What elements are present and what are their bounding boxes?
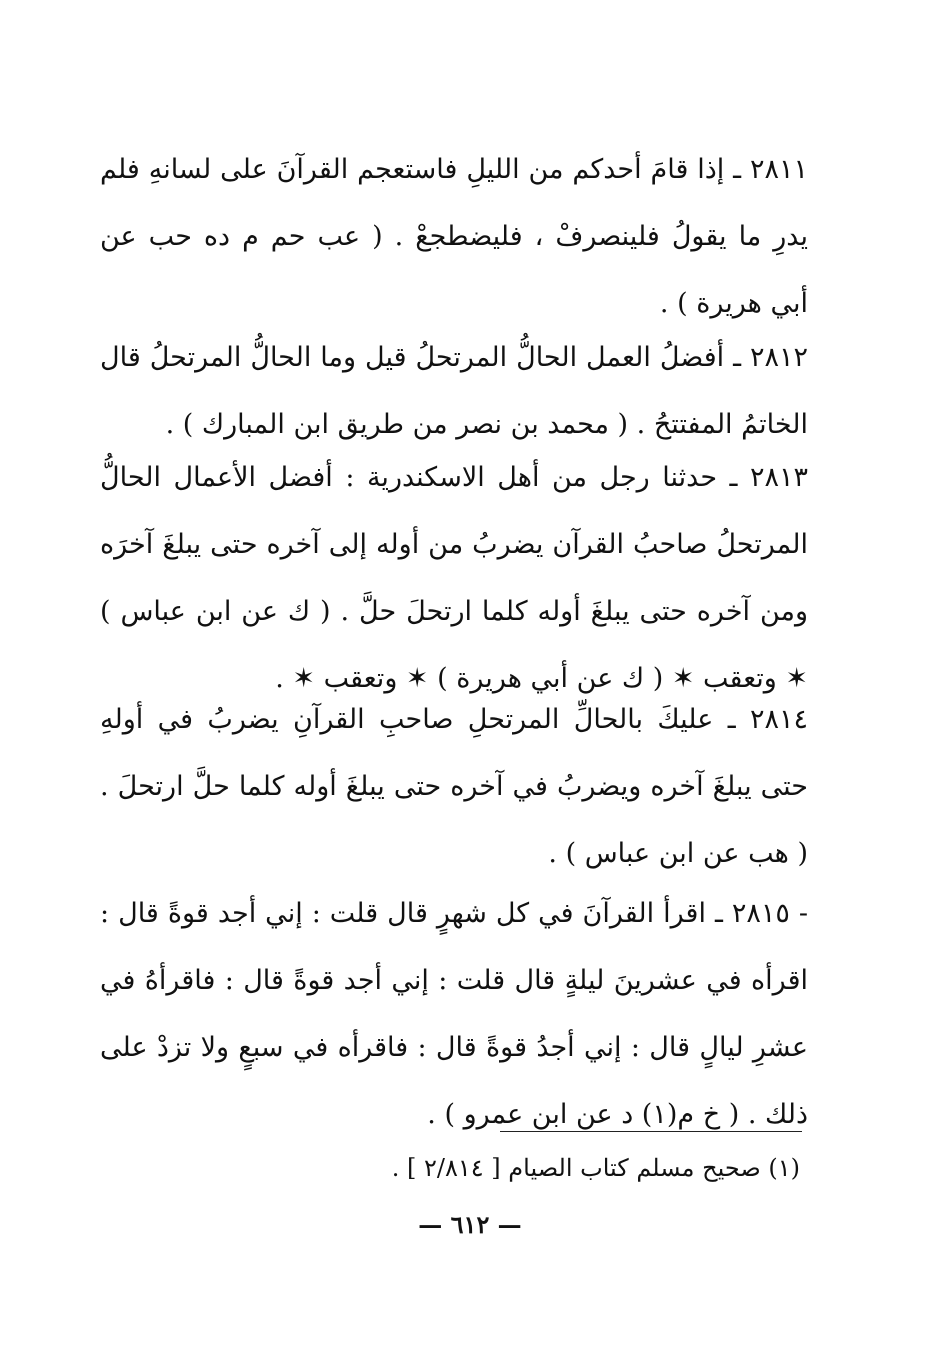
- hadith-text: ٢٨١٣ ـ حدثنا رجل من أهل الاسكندرية : أفضل الأعمال الحالُّ المرتحلُ صاحبُ القرآن يضربُ من أوله إلى آخره حتى يبلغَ آخرَه ومن آخره حتى يبلغَ أوله كلما ارتحلَ حلَّ . ( ك عن ابن عباس ) ✶ وتعقب ✶ ( ك عن أبي هريرة ) ✶ وتعقب ✶ .: [100, 462, 808, 694]
- footnote-divider: [500, 1131, 802, 1132]
- hadith-2815: [100, 880, 808, 1148]
- hadith-2814: [100, 686, 808, 887]
- hadith-text: ٢٨١١ ـ إذا قامَ أحدكم من الليلِ فاستعجم القرآنَ على لسانهِ فلم يدرِ ما يقولُ فلينصرفْ ، فليضطجعْ . ( عب حم م ده حب عن أبي هريرة ) .: [100, 154, 808, 319]
- hadith-2813: [100, 444, 808, 712]
- hadith-text: - ٢٨١٥ ـ اقرأ القرآنَ في كل شهرٍ قال قلت : إني أجد قوةً قال : اقرأه في عشرينَ ليلةٍ قال قلت : إني أجد قوةً قال : فاقرأهُ في عشرِ ليالٍ قال : إني أجدُ قوةً قال : فاقرأه في سبعٍ ولا تزدْ على ذلك . ( خ م(١) د عن ابن عمرو ) .: [100, 898, 808, 1130]
- page-number: — ٦١٢ —: [418, 1210, 522, 1239]
- hadith-text: ٢٨١٤ ـ عليكَ بالحالِّ المرتحلِ صاحبِ القرآنِ يضربُ في أولهِ حتى يبلغَ آخره ويضربُ في آخره حتى يبلغَ أوله كلما حلَّ ارتحلَ . ( هب عن ابن عباس ) .: [100, 704, 808, 869]
- hadith-2812: [100, 324, 808, 458]
- hadith-text: ٢٨١٢ ـ أفضلُ العمل الحالُّ المرتحلُ قيل وما الحالُّ المرتحلُ قال الخاتمُ المفتتحُ . ( محمد بن نصر من طريق ابن المبارك ) .: [100, 342, 808, 440]
- footnote: (١) صحيح مسلم كتاب الصيام [ ٢/٨١٤ ] .: [391, 1154, 800, 1182]
- hadith-2811: [100, 136, 808, 337]
